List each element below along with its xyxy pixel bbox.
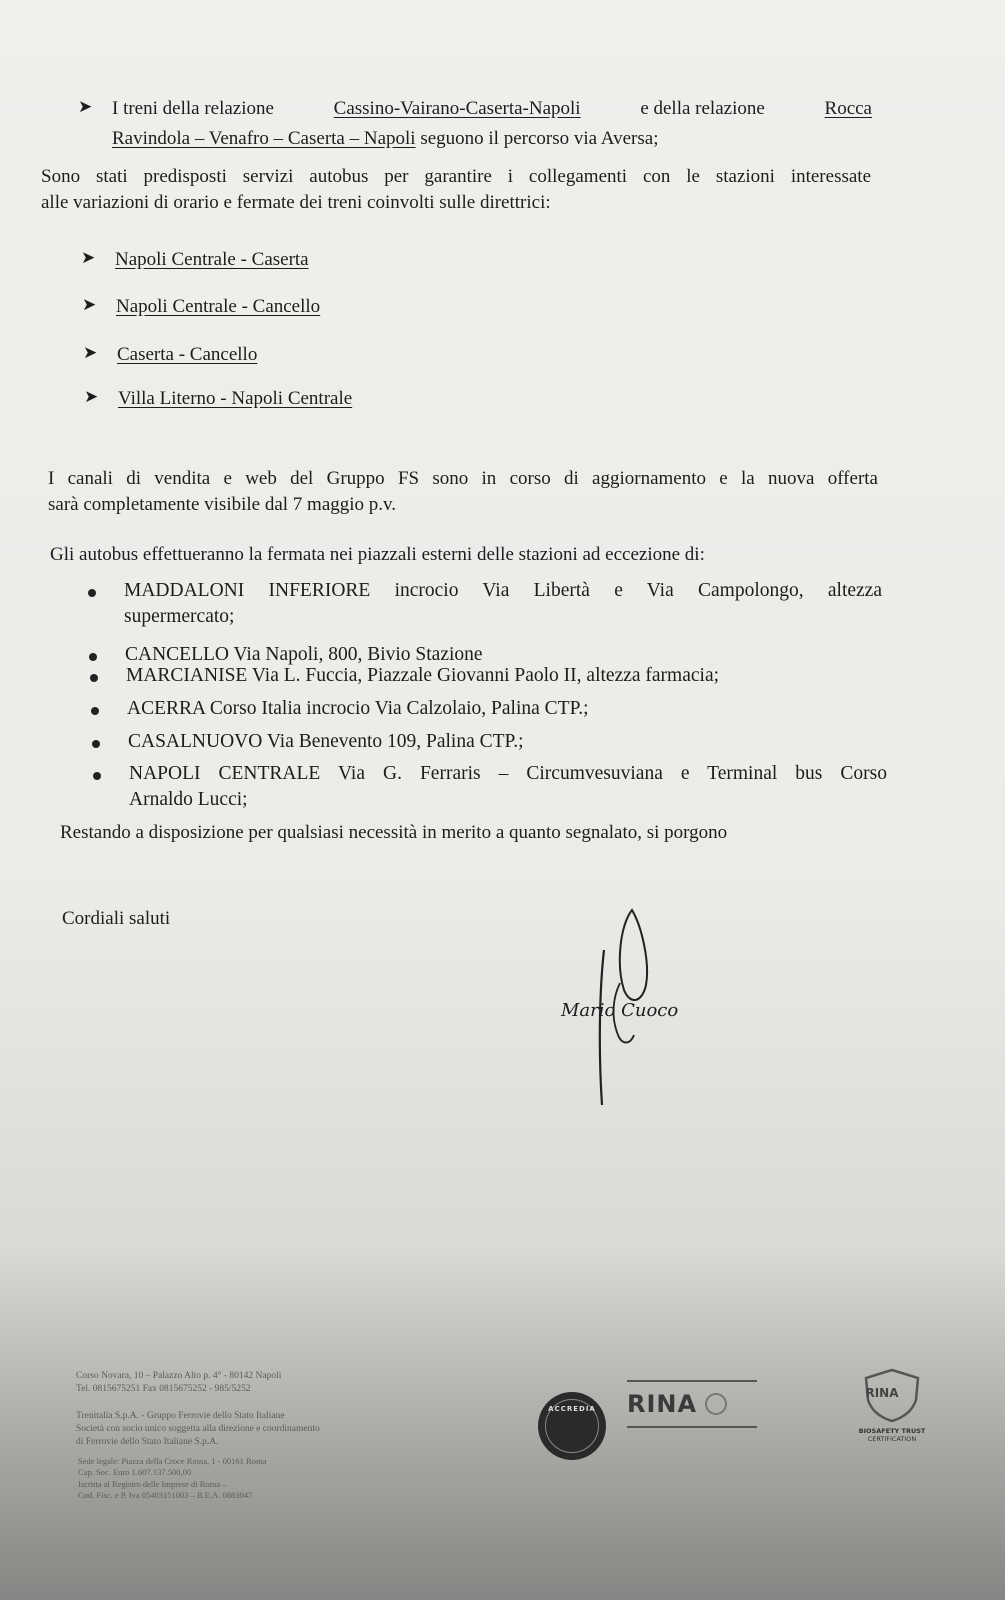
stop-item [127,696,885,722]
arrow-bullet-icon: ➤ [83,343,98,362]
intro-text-b: e della relazione [640,98,765,119]
sales-line-1: I canali di vendita e web del Gruppo FS sono in corso di aggiornamento e la nuova offerta [48,468,878,489]
rina-shield-caption-2: CERTIFICATION [867,1435,917,1443]
route-label: Caserta - Cancello [117,344,258,365]
arrow-bullet-icon: ➤ [81,248,96,267]
intro-text-c: seguono il percorso via Aversa; [420,127,659,149]
bullet-dot-icon [92,740,100,748]
accredia-label: ACCREDIA [548,1405,596,1413]
route-label: Napoli Centrale - Caserta [115,249,309,270]
rina-shield-logo [852,1368,932,1448]
footer-legal-line-1: Sede legale: Piazza della Croce Rossa, 1 - 00161 Roma [78,1456,267,1466]
footer-legal-line-4: Cod. Fisc. e P. Iva 05403151003 – R.E.A. 0883047 [78,1490,253,1501]
arrow-bullet-icon: ➤ [82,295,97,314]
greeting: Cordiali saluti [62,908,171,929]
route-item [83,342,258,368]
footer-company [76,1410,320,1448]
signature-name: Mario Cuoco [561,1000,679,1021]
services-paragraph [41,164,871,215]
sales-line-2: sarà completamente visibile dal 7 maggio p.v. [48,493,397,515]
arrow-bullet-icon: ➤ [84,387,99,406]
stop-item [126,663,884,689]
rina-logo [627,1380,757,1450]
bullet-dot-icon [90,674,98,682]
route-label: Villa Literno - Napoli Centrale [118,388,353,409]
stop-line-1: MARCIANISE Via L. Fuccia, Piazzale Giovanni Paolo II, altezza farmacia; [126,665,720,686]
stop-line-1: CANCELLO Via Napoli, 800, Bivio Stazione [125,644,483,665]
rina-shield-caption-1: BIOSAFETY TRUST [858,1427,926,1435]
route-item [81,247,309,273]
footer-company-line-3: di Ferrovie dello Stato Italiane S.p.A. [76,1436,219,1447]
bullet-dot-icon [91,707,99,715]
footer-address-line-2: Tel. 0815675251 Fax 0815675252 - 985/5252 [76,1383,251,1394]
services-line-2: alle variazioni di orario e fermate dei treni coinvolti sulle direttrici: [41,191,551,213]
footer-address-line-1: Corso Novara, 10 – Palazzo Alto p. 4° - 80142 Napoli [76,1371,282,1381]
stop-line-1: MADDALONI INFERIORE incrocio Via Libertà e Via Campolongo, altezza [124,580,882,601]
stop-line-1: ACERRA Corso Italia incrocio Via Calzolaio, Palina CTP.; [127,698,589,719]
intro-link-rocca: Rocca [824,98,872,119]
stop-item [128,729,886,755]
intro-bullet [78,96,872,151]
footer-legal-line-3: Iscritta al Registro delle Imprese di Roma – [78,1478,227,1489]
stop-line-2: Arnaldo Lucci; [129,789,248,811]
route-item [82,294,321,320]
intro-link-cassino: Cassino-Vairano-Caserta-Napoli [333,98,581,119]
footer-address [76,1370,281,1396]
footer-company-line-1: Trenitalia S.p.A. - Gruppo Ferrovie dello Stato Italiane [76,1411,285,1421]
closing-line: Restando a disposizione per qualsiasi necessità in merito a quanto segnalato, si porgono [60,822,728,843]
sales-paragraph [48,466,878,517]
footer-legal [78,1456,266,1502]
intro-link-ravindola: Ravindola – Venafro – Caserta – Napoli [112,127,416,149]
bullet-dot-icon [93,772,101,780]
stop-item [129,761,887,814]
stops-intro: Gli autobus effettueranno la fermata nei piazzali esterni delle stazioni ad eccezione di: [50,544,705,565]
stop-line-1: CASALNUOVO Via Benevento 109, Palina CTP.; [128,731,524,752]
rina-shield-label: RINA [865,1386,899,1400]
rina-label: RINA [627,1390,698,1418]
arrow-bullet-icon: ➤ [78,97,93,116]
accredia-logo [538,1392,606,1460]
intro-text-a: I treni della relazione [112,98,274,119]
footer-company-line-2: Società con socio unico soggetta alla direzione e coordinamento [76,1423,320,1434]
services-line-1: Sono stati predisposti servizi autobus per garantire i collegamenti con le stazioni interessate [41,166,871,187]
footer-legal-line-2: Cap. Soc. Euro 1.607.137.500,00 [78,1467,192,1478]
rina-seal-icon [705,1393,727,1415]
stop-item [124,578,882,631]
route-item [84,386,353,412]
stop-line-2: supermercato; [124,606,235,628]
route-label: Napoli Centrale - Cancello [116,296,321,317]
bullet-dot-icon [89,653,97,661]
bullet-dot-icon [88,589,96,597]
stop-line-1: NAPOLI CENTRALE Via G. Ferraris – Circumvesuviana e Terminal bus Corso [129,763,887,784]
